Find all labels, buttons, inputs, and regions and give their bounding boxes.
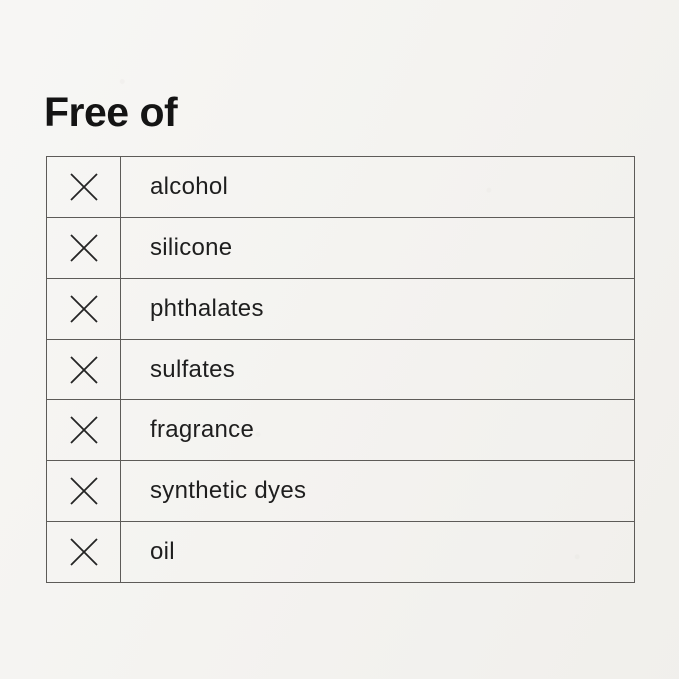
ingredient-label: alcohol: [150, 172, 229, 200]
table-row: [47, 400, 634, 461]
page-title: Free of: [44, 89, 178, 135]
table-row: [47, 218, 634, 279]
x-mark-cell: [47, 522, 121, 582]
x-icon: [69, 537, 99, 567]
free-of-table: [46, 156, 635, 583]
x-mark-cell: [47, 279, 121, 339]
x-mark-cell: [47, 340, 121, 400]
x-icon: [69, 476, 99, 506]
table-row: [47, 279, 634, 340]
x-mark-cell: [47, 157, 121, 217]
ingredient-label: fragrance: [150, 416, 255, 444]
table-row: [47, 340, 634, 401]
table-row: [47, 522, 634, 582]
x-mark-cell: [47, 218, 121, 278]
x-icon: [69, 233, 99, 263]
ingredient-label: phthalates: [150, 294, 264, 322]
x-icon: [69, 355, 99, 385]
x-mark-cell: [47, 461, 121, 521]
x-mark-cell: [47, 400, 121, 460]
ingredient-label: oil: [150, 538, 175, 566]
table-row: [47, 157, 634, 218]
ingredient-label: synthetic dyes: [150, 477, 307, 505]
ingredient-label: sulfates: [150, 355, 236, 383]
table-row: [47, 461, 634, 522]
x-icon: [69, 172, 99, 202]
ingredient-label: silicone: [150, 233, 233, 261]
x-icon: [69, 415, 99, 445]
x-icon: [69, 294, 99, 324]
